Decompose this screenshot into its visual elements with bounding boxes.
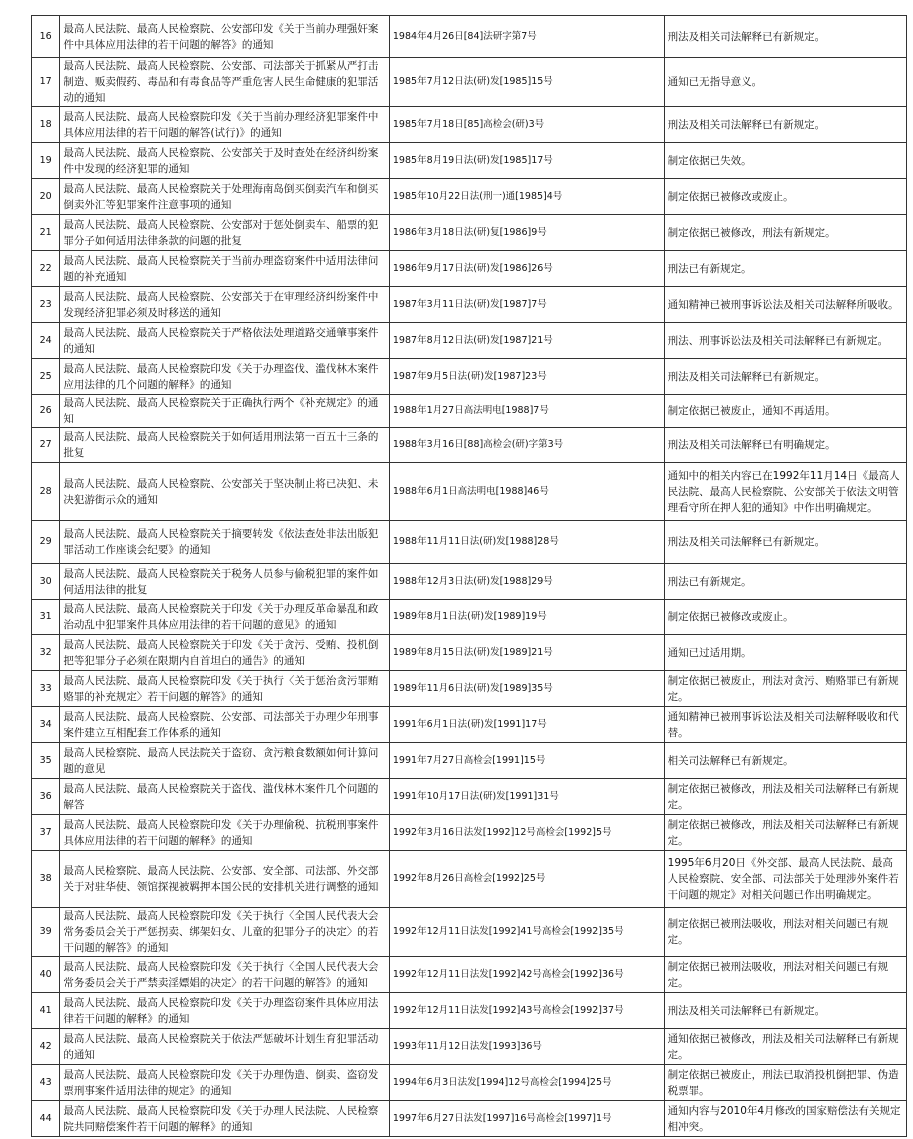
table-row <box>32 463 907 521</box>
table-row <box>32 179 907 215</box>
document-title: 最高人民法院、最高人民检察院印发《关于办理盗伐、滥伐林木案件应用法律的几个问题的解释》的通知 <box>60 359 390 395</box>
document-title: 最高人民法院、最高人民检察院、公安部印发《关于当前办理强奸案件中具体应用法律的若干问题的解答》的通知 <box>60 16 390 58</box>
document-title: 最高人民检察院、最高人民法院、公安部、安全部、司法部、外交部关于对驻华使、领馆探视被羁押本国公民的安排机关进行调整的通知 <box>60 851 390 908</box>
abolition-reason: 制定依据已被修改，刑法及相关司法解释已有新规定。 <box>664 779 906 815</box>
table-row <box>32 993 907 1029</box>
document-title: 最高人民法院、最高人民检察院关于当前办理盗窃案件中适用法律问题的补充通知 <box>60 251 390 287</box>
table-row <box>32 1101 907 1137</box>
document-title: 最高人民法院、最高人民检察院、公安部关于坚决制止将已决犯、未决犯游街示众的通知 <box>60 463 390 521</box>
document-number: 1988年1月27日高法明电[1988]7号 <box>389 395 664 428</box>
table-row <box>32 743 907 779</box>
row-number: 23 <box>32 287 60 323</box>
document-title: 最高人民法院、最高人民检察院关于处理海南岛倒买倒卖汽车和倒买倒卖外汇等犯罪案件注意事项的通知 <box>60 179 390 215</box>
document-title: 最高人民法院、最高人民检察院、公安部、司法部关于办理少年刑事案件建立互相配套工作体系的通知 <box>60 707 390 743</box>
document-number: 1988年12月3日法(研)发[1988]29号 <box>389 564 664 600</box>
abolition-reason: 制定依据已被修改，刑法有新规定。 <box>664 215 906 251</box>
abolition-reason: 制定依据已被刑法吸收，刑法对相关问题已有规定。 <box>664 908 906 957</box>
document-title: 最高人民法院、最高人民检察院、公安部、司法部关于抓紧从严打击制造、贩卖假药、毒品和有毒食品等严重危害人民生命健康的犯罪活动的通知 <box>60 58 390 107</box>
abolition-reason: 相关司法解释已有新规定。 <box>664 743 906 779</box>
document-number: 1985年7月12日法(研)发[1985]15号 <box>389 58 664 107</box>
abolition-reason: 制定依据已被废止，刑法对贪污、贿赂罪已有新规定。 <box>664 671 906 707</box>
document-number: 1992年8月26日高检会[1992]25号 <box>389 851 664 908</box>
row-number: 40 <box>32 957 60 993</box>
table-row <box>32 779 907 815</box>
abolition-reason: 制定依据已被刑法吸收，刑法对相关问题已有规定。 <box>664 957 906 993</box>
abolition-reason: 通知中的相关内容已在1992年11月14日《最高人民法院、最高人民检察院、公安部关于依法文明管理看守所在押人犯的通知》中作出明确规定。 <box>664 463 906 521</box>
abolition-reason: 制定依据已失效。 <box>664 143 906 179</box>
document-title: 最高人民法院、最高人民检察院关于依法严惩破坏计划生育犯罪活动的通知 <box>60 1029 390 1065</box>
table-row <box>32 521 907 564</box>
table-row <box>32 143 907 179</box>
document-number: 1988年6月1日高法明电[1988]46号 <box>389 463 664 521</box>
document-title: 最高人民法院、最高人民检察院、公安部关于及时查处在经济纠纷案件中发现的经济犯罪的通知 <box>60 143 390 179</box>
row-number: 39 <box>32 908 60 957</box>
table-row <box>32 323 907 359</box>
abolition-reason: 刑法及相关司法解释已有新规定。 <box>664 107 906 143</box>
abolition-reason: 刑法及相关司法解释已有明确规定。 <box>664 428 906 463</box>
abolition-reason: 制定依据已被修改，刑法及相关司法解释已有新规定。 <box>664 815 906 851</box>
document-number: 1989年8月15日法(研)发[1989]21号 <box>389 635 664 671</box>
document-number: 1994年6月3日法发[1994]12号高检会[1994]25号 <box>389 1065 664 1101</box>
table-row <box>32 395 907 428</box>
row-number: 30 <box>32 564 60 600</box>
row-number: 17 <box>32 58 60 107</box>
table-row <box>32 107 907 143</box>
table-row <box>32 58 907 107</box>
table-row <box>32 1065 907 1101</box>
document-title: 最高人民法院、最高人民检察院关于严格依法处理道路交通肇事案件的通知 <box>60 323 390 359</box>
document-number: 1987年8月12日法(研)发[1987]21号 <box>389 323 664 359</box>
document-title: 最高人民法院、最高人民检察院关于税务人员参与偷税犯罪的案件如何适用法律的批复 <box>60 564 390 600</box>
table-row <box>32 908 907 957</box>
document-number: 1989年8月1日法(研)发[1989]19号 <box>389 600 664 635</box>
row-number: 31 <box>32 600 60 635</box>
document-title: 最高人民法院、最高人民检察院关于印发《关于贪污、受贿、投机倒把等犯罪分子必须在限期内自首坦白的通告》的通知 <box>60 635 390 671</box>
document-number: 1988年11月11日法(研)发[1988]28号 <box>389 521 664 564</box>
abolition-reason: 刑法及相关司法解释已有新规定。 <box>664 993 906 1029</box>
abolition-reason: 制定依据已被修改或废止。 <box>664 600 906 635</box>
row-number: 22 <box>32 251 60 287</box>
document-title: 最高人民法院、最高人民检察院关于盗伐、滥伐林木案件几个问题的解答 <box>60 779 390 815</box>
document-number: 1986年9月17日法(研)发[1986]26号 <box>389 251 664 287</box>
row-number: 42 <box>32 1029 60 1065</box>
document-title: 最高人民法院、最高人民检察院印发《关于办理伪造、倒卖、盗窃发票刑事案件适用法律的规定》的通知 <box>60 1065 390 1101</box>
document-title: 最高人民法院、最高人民检察院、公安部关于在审理经济纠纷案件中发现经济犯罪必须及时移送的通知 <box>60 287 390 323</box>
table-row <box>32 215 907 251</box>
document-title: 最高人民法院、最高人民检察院印发《关于办理人民法院、人民检察院共同赔偿案件若干问题的解释》的通知 <box>60 1101 390 1137</box>
document-title: 最高人民法院、最高人民检察院印发《关于执行〈全国人民代表大会常务委员会关于严禁卖淫嫖娼的决定〉的若干问题的解答》的通知 <box>60 957 390 993</box>
row-number: 41 <box>32 993 60 1029</box>
table-row <box>32 851 907 908</box>
row-number: 24 <box>32 323 60 359</box>
table-row <box>32 600 907 635</box>
abolition-reason: 刑法及相关司法解释已有新规定。 <box>664 359 906 395</box>
table-row <box>32 957 907 993</box>
document-title: 最高人民法院、最高人民检察院印发《关于执行〈全国人民代表大会常务委员会关于严惩拐卖、绑架妇女、儿童的犯罪分子的决定〉的若干问题的解答》的通知 <box>60 908 390 957</box>
table-row <box>32 815 907 851</box>
row-number: 16 <box>32 16 60 58</box>
abolition-reason: 刑法及相关司法解释已有新规定。 <box>664 521 906 564</box>
row-number: 34 <box>32 707 60 743</box>
row-number: 37 <box>32 815 60 851</box>
abolition-reason: 刑法及相关司法解释已有新规定。 <box>664 16 906 58</box>
row-number: 29 <box>32 521 60 564</box>
row-number: 26 <box>32 395 60 428</box>
abolition-reason: 刑法已有新规定。 <box>664 251 906 287</box>
abolition-reason: 通知已无指导意义。 <box>664 58 906 107</box>
document-number: 1991年7月27日高检会[1991]15号 <box>389 743 664 779</box>
document-number: 1987年9月5日法(研)发[1987]23号 <box>389 359 664 395</box>
abolition-reason: 通知精神已被刑事诉讼法及相关司法解释吸收和代替。 <box>664 707 906 743</box>
table-row <box>32 707 907 743</box>
abolition-reason: 制定依据已被废止，通知不再适用。 <box>664 395 906 428</box>
table-row <box>32 671 907 707</box>
table-row <box>32 251 907 287</box>
document-title: 最高人民法院、最高人民检察院关于如何适用刑法第一百五十三条的批复 <box>60 428 390 463</box>
row-number: 27 <box>32 428 60 463</box>
abolition-reason: 刑法已有新规定。 <box>664 564 906 600</box>
abolition-reason: 刑法、刑事诉讼法及相关司法解释已有新规定。 <box>664 323 906 359</box>
abolished-interpretations-table <box>31 15 907 1137</box>
document-number: 1993年11月12日法发[1993]36号 <box>389 1029 664 1065</box>
table-row <box>32 287 907 323</box>
abolition-reason: 通知精神已被刑事诉讼法及相关司法解释所吸收。 <box>664 287 906 323</box>
table-row <box>32 16 907 58</box>
table-row <box>32 564 907 600</box>
document-number: 1991年10月17日法(研)发[1991]31号 <box>389 779 664 815</box>
row-number: 43 <box>32 1065 60 1101</box>
abolition-reason: 通知已过适用期。 <box>664 635 906 671</box>
document-title: 最高人民法院、最高人民检察院关于摘要转发《依法查处非法出版犯罪活动工作座谈会纪要》的通知 <box>60 521 390 564</box>
document-number: 1992年12月11日法发[1992]43号高检会[1992]37号 <box>389 993 664 1029</box>
row-number: 19 <box>32 143 60 179</box>
document-title: 最高人民法院、最高人民检察院关于正确执行两个《补充规定》的通知 <box>60 395 390 428</box>
document-number: 1988年3月16日[88]高检会(研)字第3号 <box>389 428 664 463</box>
row-number: 35 <box>32 743 60 779</box>
document-title: 最高人民法院、最高人民检察院印发《关于办理偷税、抗税刑事案件具体应用法律的若干问题的解释》的通知 <box>60 815 390 851</box>
row-number: 18 <box>32 107 60 143</box>
abolition-reason: 通知依据已被修改，刑法及相关司法解释已有新规定。 <box>664 1029 906 1065</box>
document-title: 最高人民检察院、最高人民法院关于盗窃、贪污粮食数额如何计算问题的意见 <box>60 743 390 779</box>
document-number: 1992年12月11日法发[1992]41号高检会[1992]35号 <box>389 908 664 957</box>
document-number: 1985年7月18日[85]高检会(研)3号 <box>389 107 664 143</box>
document-number: 1985年8月19日法(研)发[1985]17号 <box>389 143 664 179</box>
document-number: 1992年3月16日法发[1992]12号高检会[1992]5号 <box>389 815 664 851</box>
document-number: 1987年3月11日法(研)发[1987]7号 <box>389 287 664 323</box>
row-number: 21 <box>32 215 60 251</box>
abolition-reason: 1995年6月20日《外交部、最高人民法院、最高人民检察院、安全部、司法部关于处理涉外案件若干问题的规定》对相关问题已作出明确规定。 <box>664 851 906 908</box>
document-title: 最高人民法院、最高人民检察院印发《关于办理盗窃案件具体应用法律若干问题的解释》的通知 <box>60 993 390 1029</box>
row-number: 32 <box>32 635 60 671</box>
row-number: 44 <box>32 1101 60 1137</box>
document-title: 最高人民法院、最高人民检察院关于印发《关于办理反革命暴乱和政治动乱中犯罪案件具体应用法律的若干问题的意见》的通知 <box>60 600 390 635</box>
document-number: 1991年6月1日法(研)发[1991]17号 <box>389 707 664 743</box>
abolition-reason: 制定依据已被修改或废止。 <box>664 179 906 215</box>
abolition-reason: 制定依据已被废止，刑法已取消投机倒把罪、伪造税票罪。 <box>664 1065 906 1101</box>
table-row <box>32 428 907 463</box>
document-title: 最高人民法院、最高人民检察院、公安部对于惩处倒卖车、船票的犯罪分子如何适用法律条款的问题的批复 <box>60 215 390 251</box>
document-number: 1989年11月6日法(研)发[1989]35号 <box>389 671 664 707</box>
row-number: 28 <box>32 463 60 521</box>
document-number: 1985年10月22日法(刑一)通[1985]4号 <box>389 179 664 215</box>
document-number: 1992年12月11日法发[1992]42号高检会[1992]36号 <box>389 957 664 993</box>
document-number: 1997年6月27日法发[1997]16号高检会[1997]1号 <box>389 1101 664 1137</box>
row-number: 20 <box>32 179 60 215</box>
table-row <box>32 359 907 395</box>
table-row <box>32 635 907 671</box>
document-title: 最高人民法院、最高人民检察院印发《关于当前办理经济犯罪案件中具体应用法律的若干问题的解答(试行)》的通知 <box>60 107 390 143</box>
document-title: 最高人民法院、最高人民检察院印发《关于执行〈关于惩治贪污罪贿赂罪的补充规定〉若干问题的解答》的通知 <box>60 671 390 707</box>
row-number: 33 <box>32 671 60 707</box>
document-number: 1984年4月26日[84]法研字第7号 <box>389 16 664 58</box>
row-number: 25 <box>32 359 60 395</box>
table-row <box>32 1029 907 1065</box>
document-number: 1986年3月18日法(研)复[1986]9号 <box>389 215 664 251</box>
row-number: 36 <box>32 779 60 815</box>
row-number: 38 <box>32 851 60 908</box>
abolition-reason: 通知内容与2010年4月修改的国家赔偿法有关规定相冲突。 <box>664 1101 906 1137</box>
table-body <box>32 16 907 1137</box>
